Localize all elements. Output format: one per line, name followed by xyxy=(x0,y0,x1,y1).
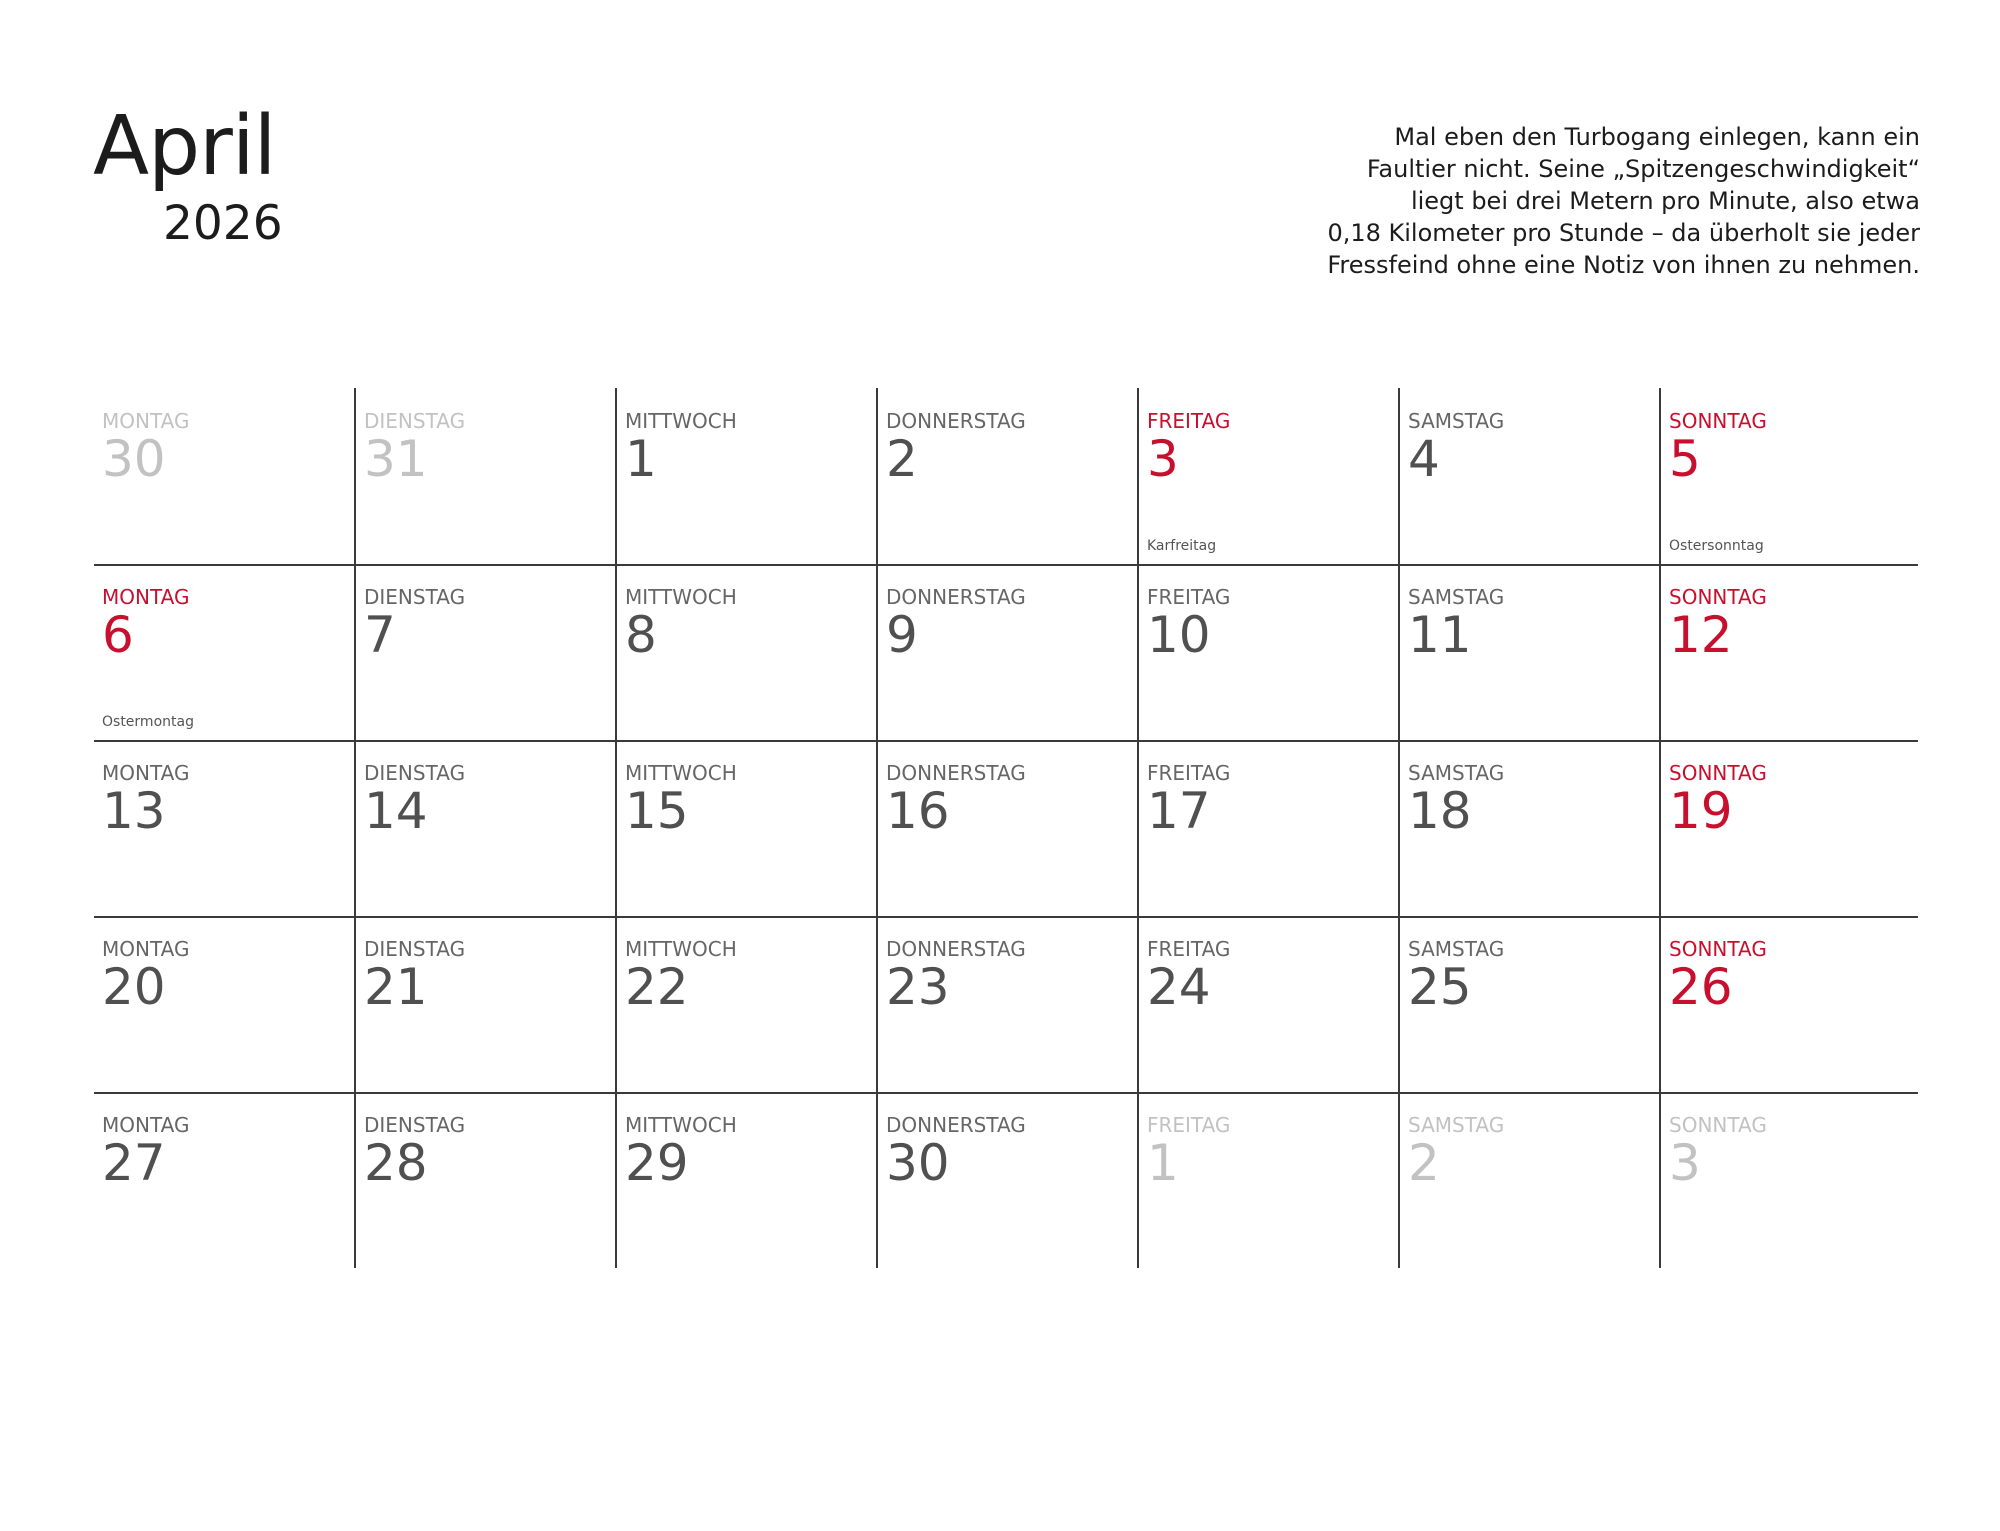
calendar-day-cell[interactable] xyxy=(94,1092,354,1268)
calendar-day-cell[interactable] xyxy=(876,1092,1136,1268)
day-number: 18 xyxy=(1408,782,1472,840)
weekday-label: MONTAG xyxy=(102,761,190,785)
weekday-label: MITTWOCH xyxy=(625,1113,737,1137)
day-number: 5 xyxy=(1669,430,1701,488)
day-number: 7 xyxy=(364,606,396,664)
weekday-label: MITTWOCH xyxy=(625,937,737,961)
calendar-day-cell[interactable] xyxy=(615,740,875,916)
calendar-day-cell[interactable] xyxy=(1137,916,1397,1092)
day-number: 25 xyxy=(1408,958,1472,1016)
weekday-label: FREITAG xyxy=(1147,585,1231,609)
calendar-day-cell[interactable] xyxy=(1398,564,1658,740)
day-number: 22 xyxy=(625,958,689,1016)
calendar-day-cell[interactable] xyxy=(1398,388,1658,564)
weekday-label: FREITAG xyxy=(1147,937,1231,961)
weekday-label: SONNTAG xyxy=(1669,1113,1767,1137)
day-number: 3 xyxy=(1669,1134,1701,1192)
weekday-label: MITTWOCH xyxy=(625,761,737,785)
calendar-day-cell[interactable] xyxy=(1398,1092,1658,1268)
day-number: 1 xyxy=(1147,1134,1179,1192)
weekday-label: MITTWOCH xyxy=(625,409,737,433)
year-title: 2026 xyxy=(163,196,283,251)
day-number: 12 xyxy=(1669,606,1733,664)
weekday-label: DONNERSTAG xyxy=(886,585,1026,609)
weekday-label: SAMSTAG xyxy=(1408,1113,1505,1137)
day-number: 24 xyxy=(1147,958,1211,1016)
weekday-label: DIENSTAG xyxy=(364,585,466,609)
weekday-label: MITTWOCH xyxy=(625,585,737,609)
weekday-label: DONNERSTAG xyxy=(886,409,1026,433)
calendar-day-cell[interactable] xyxy=(1137,564,1397,740)
calendar-day-cell[interactable] xyxy=(876,740,1136,916)
holiday-label: Ostersonntag xyxy=(1669,538,1764,554)
day-number: 10 xyxy=(1147,606,1211,664)
calendar-day-cell[interactable] xyxy=(876,388,1136,564)
calendar-day-cell[interactable] xyxy=(1137,1092,1397,1268)
calendar-day-cell[interactable] xyxy=(876,564,1136,740)
holiday-label: Karfreitag xyxy=(1147,538,1217,554)
calendar-day-cell[interactable] xyxy=(876,916,1136,1092)
calendar-day-cell[interactable] xyxy=(615,388,875,564)
weekday-label: DIENSTAG xyxy=(364,409,466,433)
weekday-label: SONNTAG xyxy=(1669,409,1767,433)
weekday-label: MONTAG xyxy=(102,409,190,433)
weekday-label: SAMSTAG xyxy=(1408,761,1505,785)
day-number: 13 xyxy=(102,782,166,840)
day-number: 17 xyxy=(1147,782,1211,840)
day-number: 30 xyxy=(102,430,166,488)
weekday-label: FREITAG xyxy=(1147,1113,1231,1137)
calendar-grid xyxy=(94,388,1918,1270)
calendar-week-row xyxy=(94,916,1918,1094)
day-number: 8 xyxy=(625,606,657,664)
calendar-day-cell[interactable] xyxy=(1659,740,1919,916)
calendar-day-cell[interactable] xyxy=(1137,388,1397,564)
day-number: 9 xyxy=(886,606,918,664)
weekday-label: DONNERSTAG xyxy=(886,937,1026,961)
weekday-label: MONTAG xyxy=(102,1113,190,1137)
weekday-label: SAMSTAG xyxy=(1408,409,1505,433)
calendar-day-cell[interactable] xyxy=(94,740,354,916)
month-title: April xyxy=(93,99,276,194)
day-number: 14 xyxy=(364,782,428,840)
day-number: 3 xyxy=(1147,430,1179,488)
day-number: 23 xyxy=(886,958,950,1016)
day-number: 28 xyxy=(364,1134,428,1192)
weekday-label: DONNERSTAG xyxy=(886,1113,1026,1137)
weekday-label: DIENSTAG xyxy=(364,1113,466,1137)
calendar-day-cell[interactable] xyxy=(94,388,354,564)
calendar-week-row xyxy=(94,740,1918,918)
weekday-label: FREITAG xyxy=(1147,761,1231,785)
calendar-week-row xyxy=(94,564,1918,742)
calendar-day-cell[interactable] xyxy=(1659,564,1919,740)
day-number: 2 xyxy=(1408,1134,1440,1192)
calendar-day-cell[interactable] xyxy=(1137,740,1397,916)
weekday-label: SONNTAG xyxy=(1669,761,1767,785)
day-number: 27 xyxy=(102,1134,166,1192)
day-number: 15 xyxy=(625,782,689,840)
weekday-label: DIENSTAG xyxy=(364,761,466,785)
weekday-label: DONNERSTAG xyxy=(886,761,1026,785)
calendar-day-cell[interactable] xyxy=(1398,916,1658,1092)
quote-line: liegt bei drei Metern pro Minute, also etwa xyxy=(1410,187,1920,215)
day-number: 31 xyxy=(364,430,428,488)
day-number: 21 xyxy=(364,958,428,1016)
calendar-day-cell[interactable] xyxy=(615,564,875,740)
calendar-day-cell[interactable] xyxy=(94,916,354,1092)
calendar-day-cell[interactable] xyxy=(1398,740,1658,916)
calendar-day-cell[interactable] xyxy=(354,388,614,564)
day-number: 2 xyxy=(886,430,918,488)
calendar-day-cell[interactable] xyxy=(615,916,875,1092)
day-number: 30 xyxy=(886,1134,950,1192)
day-number: 1 xyxy=(625,430,657,488)
day-number: 26 xyxy=(1669,958,1733,1016)
day-number: 11 xyxy=(1408,606,1472,664)
day-number: 4 xyxy=(1408,430,1440,488)
weekday-label: FREITAG xyxy=(1147,409,1231,433)
day-number: 19 xyxy=(1669,782,1733,840)
calendar-day-cell[interactable] xyxy=(94,564,354,740)
calendar-week-row xyxy=(94,388,1918,566)
weekday-label: SONNTAG xyxy=(1669,585,1767,609)
calendar-day-cell[interactable] xyxy=(1659,388,1919,564)
quote-line: Mal eben den Turbogang einlegen, kann ein xyxy=(1394,123,1920,151)
day-number: 16 xyxy=(886,782,950,840)
weekday-label: SONNTAG xyxy=(1669,937,1767,961)
calendar-day-cell[interactable] xyxy=(1659,916,1919,1092)
calendar-day-cell[interactable] xyxy=(354,1092,614,1268)
holiday-label: Ostermontag xyxy=(102,714,194,730)
quote-line: Faultier nicht. Seine „Spitzengeschwindigkeit“ xyxy=(1366,155,1920,183)
calendar-day-cell[interactable] xyxy=(354,564,614,740)
weekday-label: SAMSTAG xyxy=(1408,937,1505,961)
quote-line: Fressfeind ohne eine Notiz von ihnen zu nehmen. xyxy=(1327,251,1920,279)
weekday-label: DIENSTAG xyxy=(364,937,466,961)
weekday-label: MONTAG xyxy=(102,937,190,961)
calendar-day-cell[interactable] xyxy=(354,740,614,916)
weekday-label: SAMSTAG xyxy=(1408,585,1505,609)
calendar-week-row xyxy=(94,1092,1918,1268)
calendar-day-cell[interactable] xyxy=(1659,1092,1919,1268)
day-number: 20 xyxy=(102,958,166,1016)
calendar-day-cell[interactable] xyxy=(615,1092,875,1268)
quote-line: 0,18 Kilometer pro Stunde – da überholt sie jeder xyxy=(1327,219,1920,247)
day-number: 29 xyxy=(625,1134,689,1192)
quote-text xyxy=(1240,121,1920,281)
day-number: 6 xyxy=(102,606,134,664)
calendar-day-cell[interactable] xyxy=(354,916,614,1092)
weekday-label: MONTAG xyxy=(102,585,190,609)
